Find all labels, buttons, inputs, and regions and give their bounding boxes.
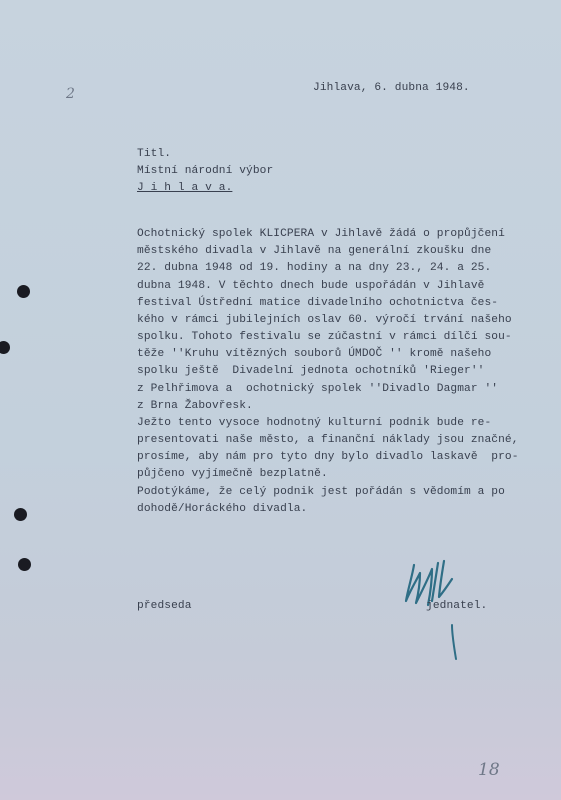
body-line: z Brna Žabovřesk. [137,400,253,412]
body-line: spolku ještě Divadelní jednota ochotníků 'Rieger'' [137,365,485,377]
recipient-title: Titl. [137,148,172,160]
page-number-mark: 2 [66,86,75,102]
body-line: prosíme, aby nám pro tyto dny bylo divadlo laskavě pro- [137,451,519,463]
secretary-signature-label: jednatel. [426,600,488,612]
body-line: z Pelhřimova a ochotnický spolek ''Divadlo Dagmar '' [137,383,499,395]
date-line: Jihlava, 6. dubna 1948. [313,82,470,94]
chairman-signature-label: předseda [137,600,192,612]
recipient-office: Místní národní výbor [137,165,274,177]
body-line: dubna 1948. V těchto dnech bude uspořádán v Jihlavě [137,280,485,292]
punch-hole [18,558,31,571]
body-line: dohodě/Horáckého divadla. [137,503,308,515]
body-line: Ježto tento vysoce hodnotný kulturní podnik bude re- [137,417,492,429]
body-line: kého v rámci jubilejních oslav 60. výročí trvání našeho [137,314,512,326]
corner-pencil-mark: 18 [478,760,500,780]
punch-hole [14,508,27,521]
body-line: těže ''Kruhu vítězných souborů ÚMDOČ '' kromě našeho [137,348,492,360]
body-line: spolku. Tohoto festivalu se zúčastní v rámci dílčí sou- [137,331,512,343]
punch-hole [0,341,10,354]
body-line: festival Ústřední matice divadelního ochotnictva čes- [137,297,499,309]
punch-hole [17,285,30,298]
body-line: městského divadla v Jihlavě na generální zkoušku dne [137,245,492,257]
body-line: půjčeno vyjímečně bezplatně. [137,468,328,480]
body-line: Ochotnický spolek KLICPERA v Jihlavě žádá o propůjčení [137,228,505,240]
body-line: presentovati naše město, a finanční náklady jsou značné, [137,434,519,446]
recipient-city: J i h l a v a. [137,182,233,194]
body-line: 22. dubna 1948 od 19. hodiny a na dny 23., 24. a 25. [137,262,492,274]
body-line: Podotýkáme, že celý podnik jest pořádán s vědomím a po [137,486,505,498]
